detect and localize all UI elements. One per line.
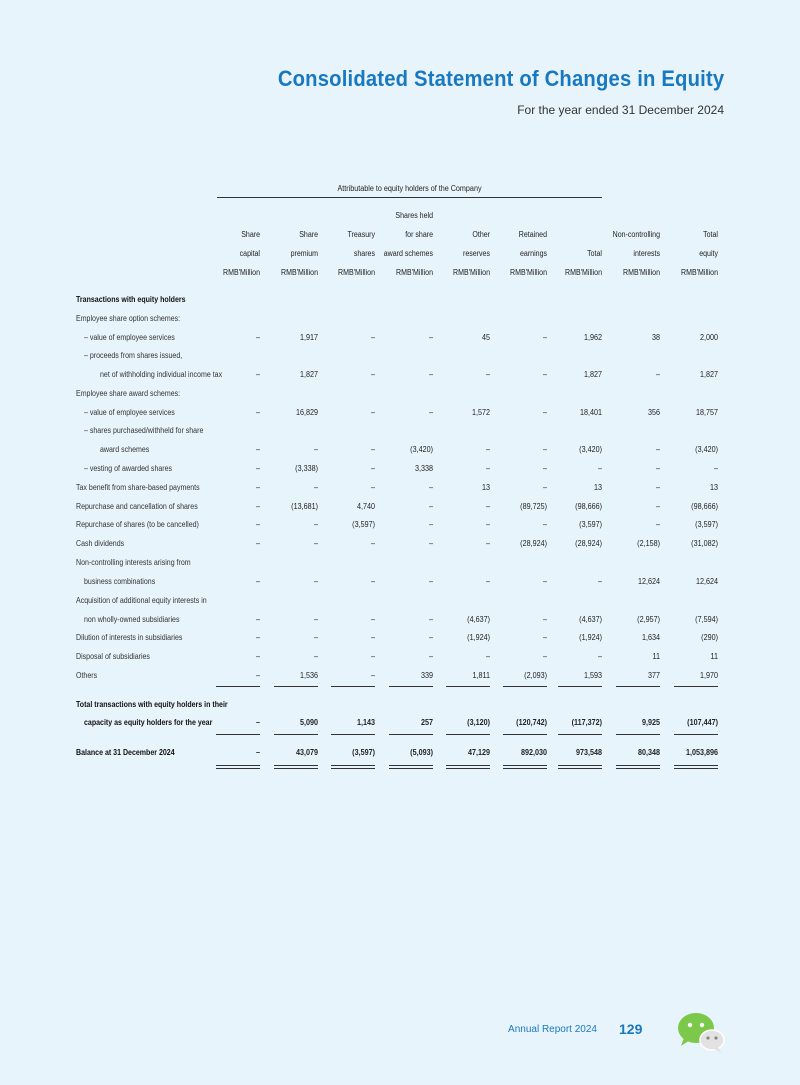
- double-rule: [216, 768, 260, 769]
- row-label: non wholly-owned subsidiaries: [84, 615, 180, 624]
- table-cell: –: [542, 615, 547, 624]
- table-cell: –: [597, 652, 602, 661]
- column-header-line: Treasury: [347, 230, 375, 239]
- row-label: net of withholding individual income tax: [100, 370, 223, 379]
- table-cell: 1,572: [471, 408, 490, 417]
- table-cell: (3,338): [295, 464, 318, 473]
- table-cell: –: [313, 615, 318, 624]
- column-header-line: Total: [587, 249, 602, 258]
- table-cell: –: [313, 445, 318, 454]
- page-number: 129: [619, 1021, 643, 1037]
- row-label: – value of employee services: [84, 408, 175, 417]
- table-cell: 1,827: [583, 370, 602, 379]
- double-rule: [616, 765, 660, 766]
- table-cell: –: [313, 539, 318, 548]
- table-cell: 973,548: [575, 748, 602, 757]
- column-header: [260, 206, 318, 282]
- attributable-header: Attributable to equity holders of the Company: [337, 184, 482, 193]
- double-rule: [558, 768, 602, 769]
- double-rule: [503, 768, 547, 769]
- table-cell: 339: [420, 671, 433, 680]
- row-label: – value of employee services: [84, 333, 175, 342]
- single-rule: [446, 734, 490, 735]
- column-header: [317, 206, 375, 282]
- table-cell: 16,829: [295, 408, 318, 417]
- table-cell: 1,053,896: [685, 748, 718, 757]
- table-cell: 1,917: [299, 333, 318, 342]
- row-label: Non-controlling interests arising from: [76, 558, 191, 567]
- table-cell: (1,924): [467, 633, 490, 642]
- table-cell: (31,082): [691, 539, 718, 548]
- single-rule: [674, 734, 718, 735]
- table-cell: –: [255, 520, 260, 529]
- table-cell: 892,030: [520, 748, 547, 757]
- table-cell: –: [428, 502, 433, 511]
- column-header-line: [324, 206, 375, 225]
- table-cell: 38: [651, 333, 660, 342]
- row-label: – vesting of awarded shares: [84, 464, 173, 473]
- table-cell: –: [542, 652, 547, 661]
- table-cell: –: [428, 520, 433, 529]
- column-header-line: [609, 206, 660, 225]
- table-cell: (290): [701, 633, 718, 642]
- table-cell: –: [655, 520, 660, 529]
- table-cell: 1,143: [356, 718, 375, 727]
- table-cell: (107,447): [687, 718, 718, 727]
- table-cell: –: [655, 502, 660, 511]
- table-cell: –: [255, 633, 260, 642]
- table-cell: 1,962: [583, 333, 602, 342]
- table-cell: 11: [652, 652, 660, 661]
- single-rule: [616, 734, 660, 735]
- column-header-line: RMB'Million: [681, 268, 718, 277]
- table-cell: (3,597): [579, 520, 602, 529]
- column-header-line: [667, 206, 718, 225]
- column-header: [544, 206, 602, 282]
- table-cell: 9,925: [641, 718, 660, 727]
- table-cell: –: [542, 633, 547, 642]
- table-cell: –: [428, 615, 433, 624]
- column-header: [375, 206, 433, 282]
- row-label: Balance at 31 December 2024: [76, 748, 175, 757]
- table-cell: 47,129: [467, 748, 490, 757]
- table-cell: 18,757: [695, 408, 718, 417]
- table-cell: –: [713, 464, 718, 473]
- column-header-line: Share: [299, 230, 318, 239]
- column-header: [660, 206, 718, 282]
- wechat-logo-icon: [676, 1012, 726, 1054]
- table-cell: –: [428, 370, 433, 379]
- table-cell: –: [313, 633, 318, 642]
- table-cell: –: [485, 652, 490, 661]
- column-header-line: RMB'Million: [623, 268, 660, 277]
- row-label: – proceeds from shares issued,: [84, 351, 183, 360]
- table-cell: (117,372): [571, 718, 602, 727]
- table-cell: –: [255, 483, 260, 492]
- column-header-line: [496, 206, 547, 225]
- single-rule: [274, 686, 318, 687]
- table-cell: –: [255, 718, 260, 727]
- table-cell: 5,090: [299, 718, 318, 727]
- double-rule: [616, 768, 660, 769]
- single-rule: [558, 734, 602, 735]
- row-label: Employee share option schemes:: [76, 314, 181, 323]
- row-label: – shares purchased/withheld for share: [84, 426, 204, 435]
- table-cell: (3,597): [695, 520, 718, 529]
- table-cell: –: [370, 464, 375, 473]
- table-cell: –: [370, 408, 375, 417]
- table-cell: (4,637): [579, 615, 602, 624]
- row-label: Employee share award schemes:: [76, 389, 181, 398]
- table-cell: 1,827: [299, 370, 318, 379]
- table-cell: –: [655, 464, 660, 473]
- table-cell: –: [485, 539, 490, 548]
- double-rule: [389, 768, 433, 769]
- table-cell: –: [370, 615, 375, 624]
- column-header-line: RMB'Million: [565, 268, 602, 277]
- column-header: [432, 206, 490, 282]
- column-header-line: RMB'Million: [453, 268, 490, 277]
- column-header-line: shares: [353, 249, 375, 258]
- table-cell: (3,420): [410, 445, 433, 454]
- table-cell: –: [655, 483, 660, 492]
- single-rule: [331, 686, 375, 687]
- table-cell: –: [428, 539, 433, 548]
- table-cell: 13: [481, 483, 490, 492]
- table-cell: –: [542, 464, 547, 473]
- table-cell: 257: [420, 718, 433, 727]
- column-header-line: for share: [405, 230, 433, 239]
- single-rule: [216, 686, 260, 687]
- table-cell: –: [428, 333, 433, 342]
- table-cell: (2,158): [637, 539, 660, 548]
- column-header-line: [267, 206, 318, 225]
- table-cell: –: [255, 615, 260, 624]
- row-label: Total transactions with equity holders in their: [76, 700, 228, 709]
- column-header-line: RMB'Million: [338, 268, 375, 277]
- column-header-line: award schemes: [383, 249, 433, 258]
- table-cell: (120,742): [516, 718, 547, 727]
- table-cell: 1,827: [699, 370, 718, 379]
- table-cell: 3,338: [414, 464, 433, 473]
- table-cell: (3,420): [579, 445, 602, 454]
- table-cell: –: [313, 577, 318, 586]
- single-rule: [558, 686, 602, 687]
- table-cell: –: [428, 408, 433, 417]
- table-cell: 1,536: [299, 671, 318, 680]
- table-cell: (98,666): [691, 502, 718, 511]
- column-header-line: interests: [633, 249, 660, 258]
- table-cell: –: [313, 652, 318, 661]
- column-header-line: Other: [472, 230, 490, 239]
- table-cell: 13: [593, 483, 602, 492]
- table-cell: 377: [647, 671, 660, 680]
- table-cell: –: [255, 370, 260, 379]
- table-cell: –: [542, 370, 547, 379]
- table-cell: –: [255, 577, 260, 586]
- table-cell: –: [255, 652, 260, 661]
- table-cell: (1,924): [579, 633, 602, 642]
- table-cell: –: [370, 671, 375, 680]
- table-cell: (5,093): [410, 748, 433, 757]
- row-label: Disposal of subsidiaries: [76, 652, 150, 661]
- table-cell: 13: [709, 483, 718, 492]
- single-rule: [331, 734, 375, 735]
- table-cell: 1,811: [472, 671, 490, 680]
- column-header-line: capital: [239, 249, 260, 258]
- double-rule: [446, 765, 490, 766]
- table-cell: –: [485, 520, 490, 529]
- table-cell: –: [542, 520, 547, 529]
- double-rule: [274, 765, 318, 766]
- table-cell: 12,624: [637, 577, 660, 586]
- double-rule: [389, 765, 433, 766]
- column-header-line: [551, 206, 602, 225]
- column-header-line: equity: [699, 249, 718, 258]
- table-cell: –: [485, 464, 490, 473]
- column-header-line: RMB'Million: [396, 268, 433, 277]
- table-cell: 1,593: [583, 671, 602, 680]
- row-label: Repurchase of shares (to be cancelled): [76, 520, 199, 529]
- double-rule: [674, 768, 718, 769]
- table-cell: –: [255, 408, 260, 417]
- double-rule: [446, 768, 490, 769]
- row-label: Others: [76, 671, 98, 680]
- table-cell: –: [370, 333, 375, 342]
- column-header-line: premium: [290, 249, 318, 258]
- single-rule: [503, 686, 547, 687]
- table-cell: (28,924): [520, 539, 547, 548]
- table-cell: 2,000: [699, 333, 718, 342]
- double-rule: [331, 768, 375, 769]
- table-cell: –: [485, 577, 490, 586]
- column-header: [489, 206, 547, 282]
- attributable-underline: [217, 197, 602, 198]
- table-cell: 4,740: [356, 502, 375, 511]
- table-cell: (89,725): [520, 502, 547, 511]
- single-rule: [674, 686, 718, 687]
- double-rule: [216, 765, 260, 766]
- column-header: [202, 206, 260, 282]
- page-title: Consolidated Statement of Changes in Equity: [277, 66, 724, 91]
- column-header-line: Shares held: [395, 211, 433, 220]
- table-cell: –: [542, 483, 547, 492]
- row-label: Tax benefit from share-based payments: [76, 483, 200, 492]
- column-header-line: reserves: [462, 249, 490, 258]
- table-cell: –: [370, 445, 375, 454]
- column-header-line: RMB'Million: [510, 268, 547, 277]
- single-rule: [274, 734, 318, 735]
- double-rule: [674, 765, 718, 766]
- page-subtitle: For the year ended 31 December 2024: [517, 103, 724, 117]
- table-cell: –: [255, 464, 260, 473]
- row-label: business combinations: [84, 577, 156, 586]
- table-cell: 43,079: [295, 748, 318, 757]
- table-cell: –: [597, 577, 602, 586]
- table-cell: –: [255, 333, 260, 342]
- table-cell: –: [428, 633, 433, 642]
- column-header-line: Share: [241, 230, 260, 239]
- table-cell: (2,957): [637, 615, 660, 624]
- double-rule: [331, 765, 375, 766]
- table-cell: (3,597): [352, 748, 375, 757]
- single-rule: [389, 734, 433, 735]
- table-cell: –: [255, 445, 260, 454]
- table-cell: –: [255, 539, 260, 548]
- table-cell: –: [313, 520, 318, 529]
- single-rule: [616, 686, 660, 687]
- table-cell: 356: [647, 408, 660, 417]
- column-header-line: [209, 206, 260, 225]
- table-cell: –: [485, 445, 490, 454]
- table-cell: –: [542, 333, 547, 342]
- table-cell: 80,348: [637, 748, 660, 757]
- table-cell: –: [655, 445, 660, 454]
- table-cell: (13,681): [291, 502, 318, 511]
- table-cell: –: [370, 633, 375, 642]
- table-cell: –: [370, 652, 375, 661]
- table-cell: 12,624: [695, 577, 718, 586]
- row-label: Dilution of interests in subsidiaries: [76, 633, 183, 642]
- single-rule: [389, 686, 433, 687]
- table-cell: –: [255, 671, 260, 680]
- row-label: award schemes: [100, 445, 150, 454]
- row-label: Cash dividends: [76, 539, 125, 548]
- double-rule: [558, 765, 602, 766]
- column-header-line: [439, 206, 490, 225]
- table-cell: –: [370, 539, 375, 548]
- table-cell: –: [255, 748, 260, 757]
- table-cell: –: [370, 483, 375, 492]
- table-cell: –: [255, 502, 260, 511]
- double-rule: [274, 768, 318, 769]
- table-cell: –: [542, 408, 547, 417]
- row-label: Acquisition of additional equity interests in: [76, 596, 207, 605]
- row-label: Transactions with equity holders: [76, 295, 186, 304]
- table-cell: 1,970: [699, 671, 718, 680]
- table-cell: (98,666): [575, 502, 602, 511]
- column-header-line: [551, 225, 602, 244]
- table-cell: 11: [710, 652, 718, 661]
- column-header-line: Retained: [518, 230, 547, 239]
- table-cell: –: [428, 483, 433, 492]
- double-rule: [503, 765, 547, 766]
- single-rule: [446, 686, 490, 687]
- table-cell: –: [485, 370, 490, 379]
- table-cell: –: [428, 577, 433, 586]
- row-label: capacity as equity holders for the year: [84, 718, 213, 727]
- column-header-line: Non-controlling: [612, 230, 660, 239]
- table-cell: –: [542, 577, 547, 586]
- column-header-line: earnings: [519, 249, 547, 258]
- table-cell: 18,401: [579, 408, 602, 417]
- table-cell: (2,093): [524, 671, 547, 680]
- single-rule: [503, 734, 547, 735]
- table-cell: –: [370, 370, 375, 379]
- column-header-line: RMB'Million: [281, 268, 318, 277]
- table-cell: –: [485, 502, 490, 511]
- table-cell: (3,597): [352, 520, 375, 529]
- column-header-line: Total: [703, 230, 718, 239]
- table-cell: –: [428, 652, 433, 661]
- table-cell: (28,924): [575, 539, 602, 548]
- table-cell: 1,634: [641, 633, 660, 642]
- row-label: Repurchase and cancellation of shares: [76, 502, 198, 511]
- table-cell: –: [597, 464, 602, 473]
- table-cell: (3,420): [695, 445, 718, 454]
- column-header: [602, 206, 660, 282]
- table-cell: (3,120): [467, 718, 490, 727]
- single-rule: [216, 734, 260, 735]
- table-cell: (4,637): [467, 615, 490, 624]
- table-cell: (7,594): [695, 615, 718, 624]
- table-cell: –: [655, 370, 660, 379]
- table-cell: –: [542, 445, 547, 454]
- column-header-line: RMB'Million: [223, 268, 260, 277]
- footer-report-name: Annual Report 2024: [508, 1024, 597, 1035]
- table-cell: –: [370, 577, 375, 586]
- table-cell: 45: [481, 333, 490, 342]
- table-cell: –: [313, 483, 318, 492]
